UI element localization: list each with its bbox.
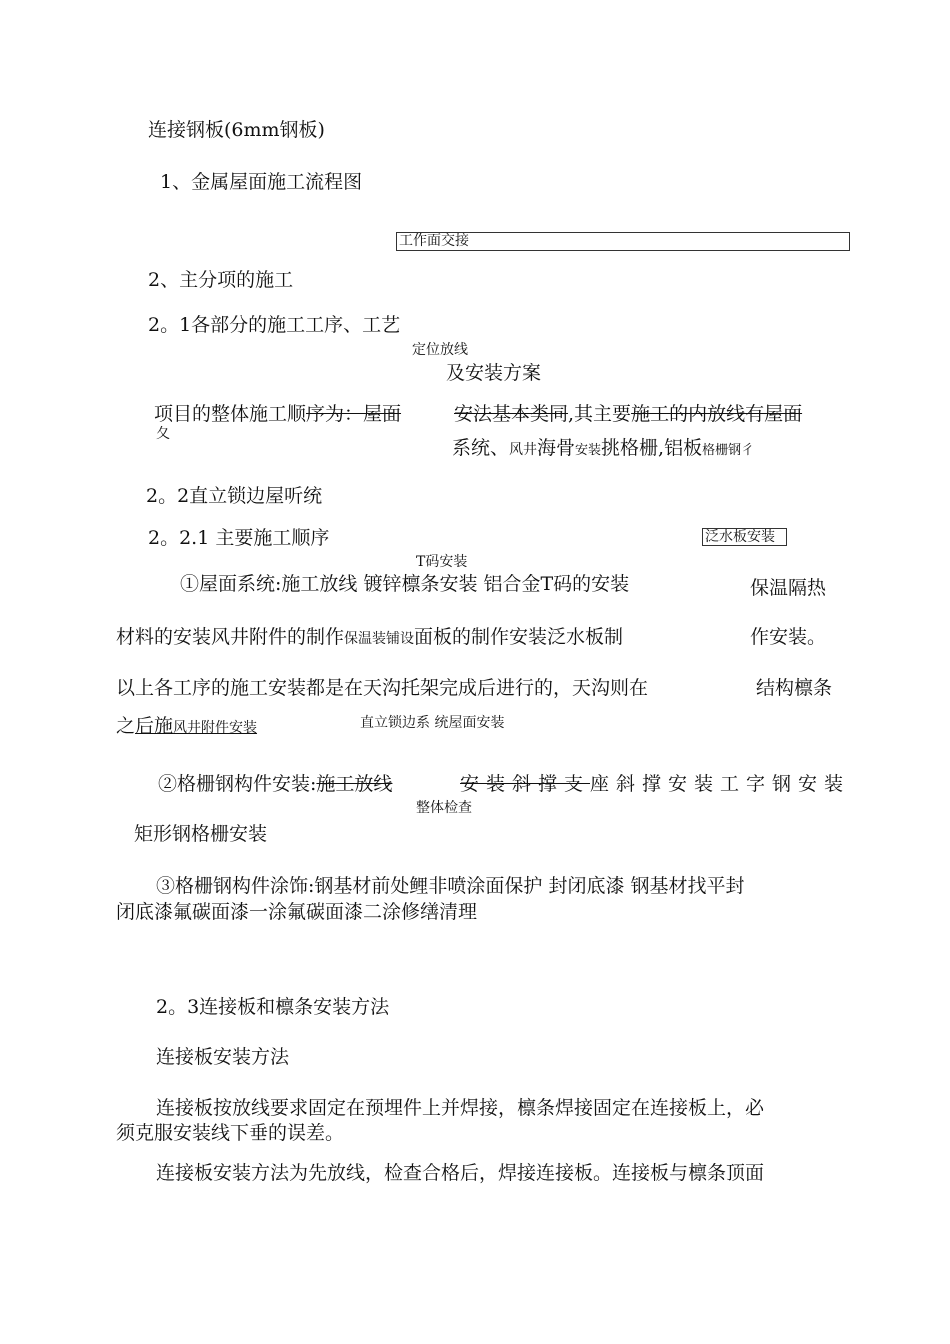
line-b-part1: 系统、: [452, 437, 510, 459]
line-a-right: [454, 405, 802, 424]
line-b-part6: 格栅钢彳: [702, 443, 755, 458]
section-2-2-heading: 2。2直立锁边屋听统: [146, 485, 323, 507]
step-1-line-2: [116, 628, 623, 647]
label-overall-inspection: 整体检查: [416, 800, 472, 816]
step-1-line-2-part3: 面板的制作安装泛水板制: [414, 626, 624, 648]
step-1-line-4-part1: 之: [116, 715, 136, 737]
step-2-part4: 座斜撑安装工字钢安装: [590, 773, 851, 795]
line-a-part2: 序为：屋面: [306, 403, 402, 425]
step-1-line-4: [116, 717, 257, 736]
step-2-part3: 安装斜撑支: [460, 773, 591, 795]
step-1-line-4-part3: 风井附件安装: [173, 720, 258, 736]
step-1-line-2-part1: 材料的安装风井附件的制作: [116, 626, 345, 648]
step-1-line-4-part2: 后施: [135, 715, 174, 737]
label-t-code-install: T码安装: [416, 554, 468, 570]
flow-box-label: 工作面交接: [399, 233, 469, 249]
section-2-3-heading: 2。3连接板和檩条安装方法: [156, 996, 390, 1018]
section-2-2-1-heading: 2。2.1 主要施工顺序: [148, 527, 330, 549]
line-a: [154, 405, 401, 424]
step-2-line-1-right: [460, 775, 850, 794]
step-1-line-2-right: 作安装。: [750, 626, 827, 648]
label-positioning: 定位放线: [412, 342, 468, 358]
line-a-part3: 安法基本类同: [454, 403, 569, 425]
step-2-part1: ②格栅钢构件安装:: [158, 773, 317, 795]
section-2-1-heading: 2。1各部分的施工工序、工艺: [148, 314, 401, 336]
line-b-part5: 挑格栅,铝板: [601, 437, 703, 459]
flashing-install-label: 泛水板安装: [705, 529, 775, 545]
step-1-line-2-part2: 保温装铺设: [344, 631, 415, 647]
paragraph-1-line-2: 须克服安装线下垂的误差。: [116, 1122, 345, 1144]
step-1-line-4-middle: 直立锁边系 统屋面安装: [360, 715, 505, 731]
line-a-tail: 夂: [156, 426, 170, 442]
connect-plate-line: 连接钢板(6mm钢板): [148, 119, 325, 141]
paragraph-2-line-1: 连接板安装方法为先放线，检查合格后，焊接连接板。连接板与檩条顶面: [156, 1162, 765, 1184]
section-2-heading: 2、主分项的施工: [148, 269, 294, 291]
line-a-part5: 施工的内放线有屋面: [631, 403, 803, 425]
step-2-line-2: 矩形钢格栅安装: [134, 823, 268, 845]
line-b: [452, 439, 754, 458]
subsection-heading: 连接板安装方法: [156, 1046, 290, 1068]
paragraph-1-line-1: 连接板按放线要求固定在预埋件上并焊接，檩条焊接固定在连接板上，必: [156, 1097, 765, 1119]
step-2-part2: 施工放线: [316, 773, 393, 795]
line-a-part1: 项目的整体施工顺: [154, 403, 307, 425]
flashing-install-box: [702, 528, 787, 546]
step-1-line-3-right: 结构檩条: [756, 677, 833, 699]
flow-box-work-handover: [396, 232, 850, 251]
line-b-part4: 安装: [575, 443, 602, 458]
line-b-part3: 海骨: [537, 437, 576, 459]
step-1-line-1: ①屋面系统:施工放线 镀锌檩条安装 铝合金T码的安装: [180, 573, 630, 595]
label-install-plan: 及安装方案: [446, 362, 542, 384]
step-1-line-3: 以上各工序的施工安装都是在天沟托架完成后进行的，天沟则在: [116, 677, 649, 699]
step-1-line-1-right: 保温隔热: [750, 577, 827, 599]
line-b-part2: 风井: [509, 442, 538, 458]
step-2-line-1: [158, 775, 392, 794]
step-3-line-1: ③格栅钢构件涂饰:钢基材前处鲤非喷涂面保护 封闭底漆 钢基材找平封: [156, 875, 745, 897]
step-3-line-2: 闭底漆氟碳面漆一涂氟碳面漆二涂修缮清理: [116, 901, 478, 923]
section-1-heading: 1、金属屋面施工流程图: [160, 171, 363, 193]
line-a-part4: ,其主要: [568, 403, 632, 425]
